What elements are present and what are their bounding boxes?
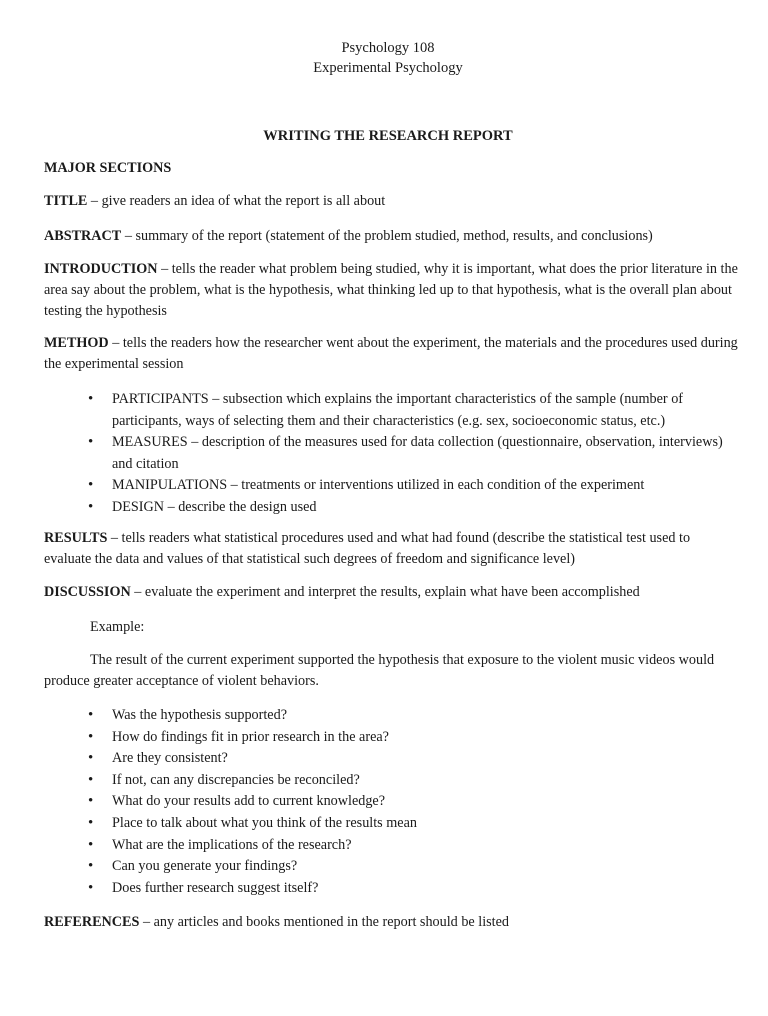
- discussion-bullet-list: [86, 705, 736, 899]
- abstract-text: – summary of the report (statement of the problem studied, method, results, and conclusions): [121, 228, 653, 244]
- method-text: – tells the readers how the researcher went about the experiment, the materials and the procedures used during the experimental session: [44, 335, 738, 372]
- introduction-section: [44, 259, 739, 322]
- abstract-section: [44, 226, 739, 247]
- discussion-bullet: • Was the hypothesis supported?: [86, 705, 736, 727]
- discussion-bullet: • If not, can any discrepancies be reconciled?: [86, 770, 736, 792]
- introduction-term: INTRODUCTION: [44, 261, 158, 277]
- abstract-term: ABSTRACT: [44, 228, 122, 244]
- title-section: [44, 191, 739, 212]
- discussion-section: [44, 582, 739, 603]
- discussion-bullet: • How do findings fit in prior research in the area?: [86, 727, 736, 749]
- method-term: METHOD: [44, 335, 109, 351]
- method-bullet-manipulations: • MANIPULATIONS – treatments or interventions utilized in each condition of the experiment: [86, 475, 736, 497]
- method-bullet-design: • DESIGN – describe the design used: [86, 497, 736, 519]
- discussion-bullet: • Does further research suggest itself?: [86, 878, 736, 900]
- example-text: [44, 650, 744, 692]
- course-name: Experimental Psychology: [313, 60, 463, 76]
- introduction-text: – tells the reader what problem being studied, why it is important, what does the prior literature in the area say about the problem, what is the hypothesis, what thinking led up to that hypothesis, what is the overall plan about testing the hypothesis: [44, 261, 738, 319]
- method-bullet-list: [86, 389, 736, 519]
- example-label: Example:: [90, 619, 145, 635]
- references-section: [44, 912, 739, 933]
- references-text: – any articles and books mentioned in the report should be listed: [139, 914, 509, 930]
- title-term: TITLE: [44, 193, 88, 209]
- major-sections-heading: MAJOR SECTIONS: [44, 160, 172, 176]
- results-term: RESULTS: [44, 530, 108, 546]
- discussion-bullet: • Are they consistent?: [86, 748, 736, 770]
- title-text: – give readers an idea of what the report is all about: [87, 193, 386, 209]
- discussion-bullet: • What are the implications of the research?: [86, 835, 736, 857]
- discussion-bullet: • Can you generate your findings?: [86, 856, 736, 878]
- course-number: Psychology 108: [341, 40, 435, 56]
- example-paragraph: The result of the current experiment supported the hypothesis that exposure to the violent music videos would produce greater acceptance of violent behaviors.: [44, 652, 715, 689]
- method-bullet-participants: • PARTICIPANTS – subsection which explains the important characteristics of the sample (number of participants, ways of selecting them and their characteristics (e.g. sex, socioeconomic status, etc.): [86, 389, 736, 432]
- course-header: [0, 38, 768, 78]
- method-bullet-measures: • MEASURES – description of the measures used for data collection (questionnaire, observation, interviews) and citation: [86, 432, 736, 475]
- results-text: – tells readers what statistical procedures used and what had found (describe the statistical test used to evaluate the data and values of that statistical such degrees of freedom and significance level): [44, 530, 691, 567]
- discussion-bullet: • What do your results add to current knowledge?: [86, 791, 736, 813]
- results-section: [44, 528, 739, 570]
- references-term: REFERENCES: [44, 914, 140, 930]
- discussion-bullet: • Place to talk about what you think of the results mean: [86, 813, 736, 835]
- discussion-term: DISCUSSION: [44, 584, 131, 600]
- discussion-text: – evaluate the experiment and interpret the results, explain what have been accomplished: [130, 584, 640, 600]
- document-title: WRITING THE RESEARCH REPORT: [263, 128, 513, 144]
- method-section: [44, 333, 739, 375]
